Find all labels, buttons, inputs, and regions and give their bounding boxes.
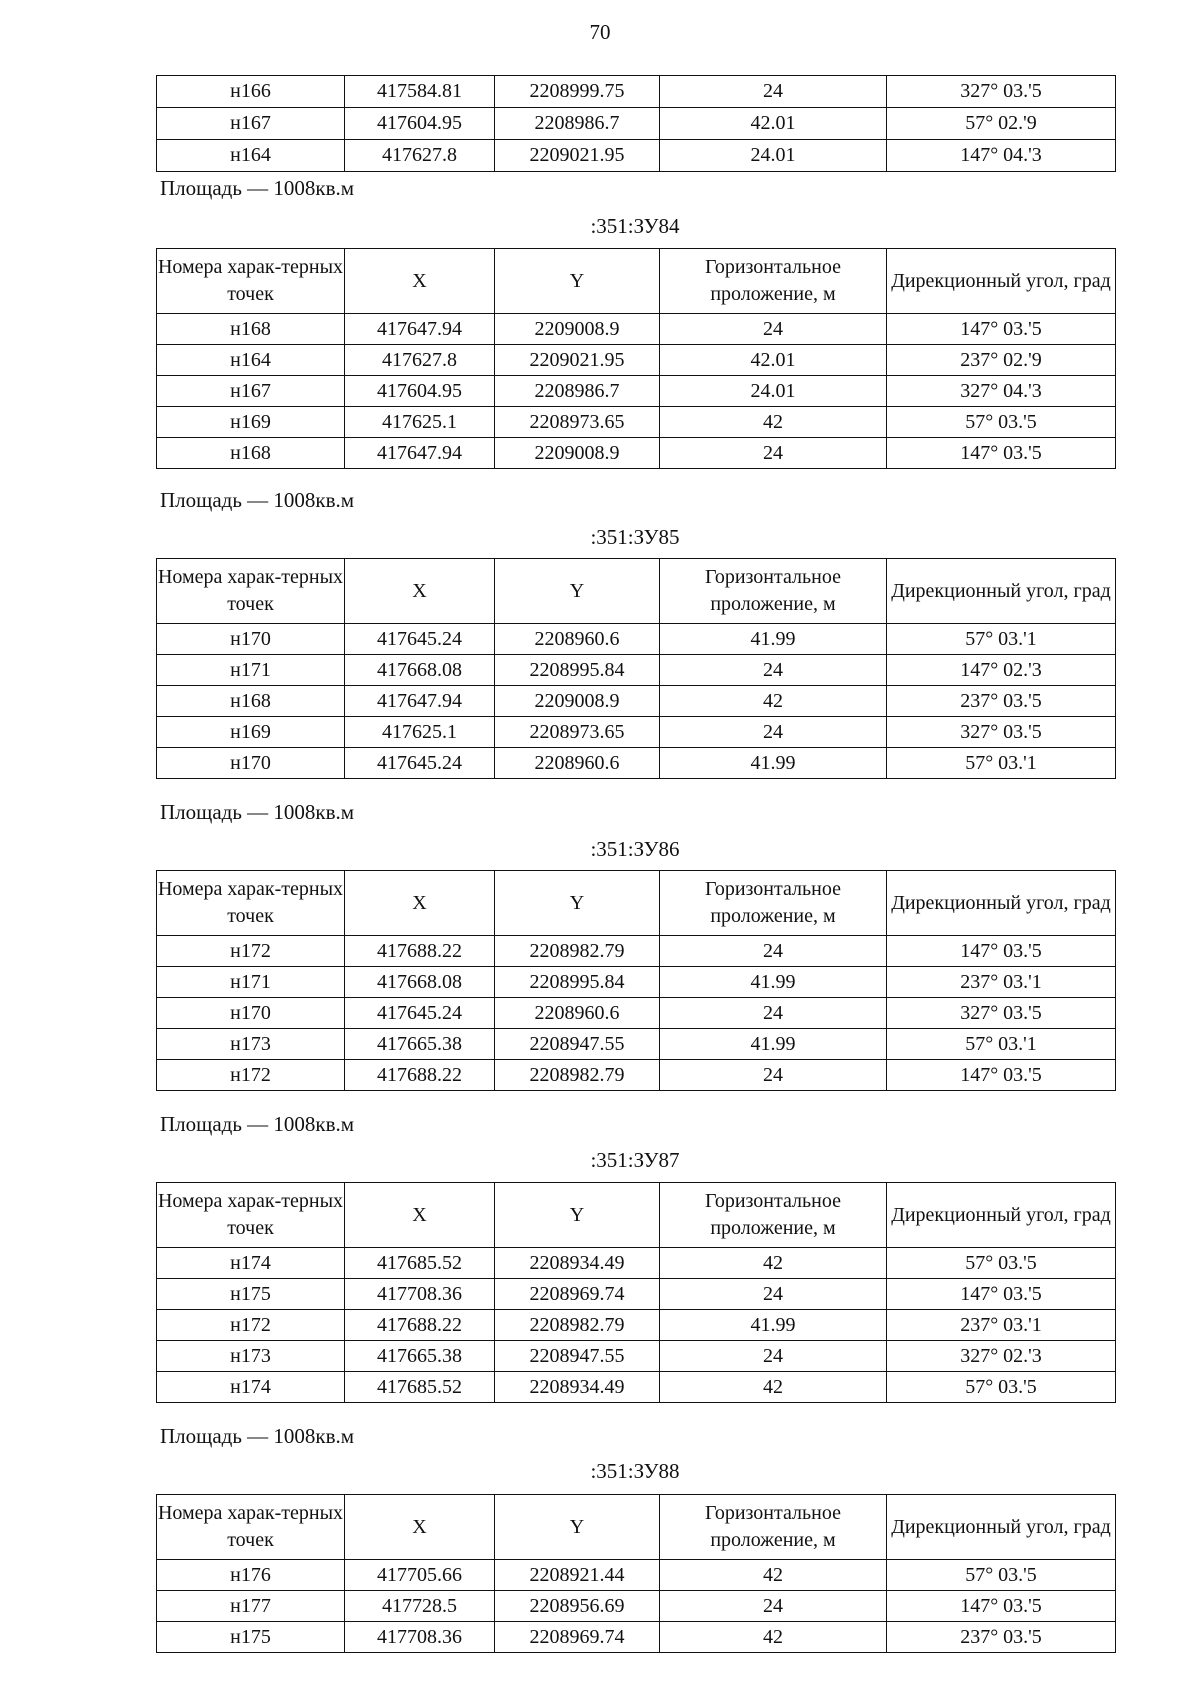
distance-cell: 41.99 <box>660 748 887 779</box>
coordinates-table <box>156 75 1116 172</box>
point-id-cell: н169 <box>157 407 345 438</box>
header-distance: Горизонтальное проложение, м <box>660 559 887 624</box>
distance-cell: 42 <box>660 407 887 438</box>
distance-cell: 41.99 <box>660 1029 887 1060</box>
header-x: X <box>345 871 495 936</box>
point-id-cell: н173 <box>157 1341 345 1372</box>
parcel-caption: :351:ЗУ85 <box>590 525 680 549</box>
table-row <box>157 998 1116 1029</box>
table-row <box>157 438 1116 469</box>
distance-cell: 24.01 <box>660 376 887 407</box>
angle-cell: 57° 03.'1 <box>887 1029 1116 1060</box>
x-cell: 417604.95 <box>345 376 495 407</box>
coordinates-table <box>156 870 1116 1091</box>
x-cell: 417645.24 <box>345 748 495 779</box>
header-x: X <box>345 1495 495 1560</box>
point-id-cell: н170 <box>157 748 345 779</box>
distance-cell: 24 <box>660 438 887 469</box>
point-id-cell: н164 <box>157 140 345 172</box>
point-id-cell: н173 <box>157 1029 345 1060</box>
distance-cell: 42 <box>660 1372 887 1403</box>
point-id-cell: н172 <box>157 1060 345 1091</box>
x-cell: 417645.24 <box>345 624 495 655</box>
coordinates-table <box>156 1494 1116 1653</box>
distance-cell: 42.01 <box>660 108 887 140</box>
point-id-cell: н175 <box>157 1622 345 1653</box>
angle-cell: 327° 03.'5 <box>887 76 1116 108</box>
area-label: Площадь — 1008кв.м <box>160 1112 355 1136</box>
distance-cell: 24 <box>660 717 887 748</box>
point-id-cell: н168 <box>157 686 345 717</box>
distance-cell: 24.01 <box>660 140 887 172</box>
angle-cell: 327° 03.'5 <box>887 717 1116 748</box>
y-cell: 2208995.84 <box>495 967 660 998</box>
table-row <box>157 140 1116 172</box>
header-angle: Дирекционный угол, град <box>887 1183 1116 1248</box>
x-cell: 417688.22 <box>345 1060 495 1091</box>
header-angle: Дирекционный угол, град <box>887 871 1116 936</box>
distance-cell: 41.99 <box>660 1310 887 1341</box>
y-cell: 2208947.55 <box>495 1341 660 1372</box>
angle-cell: 57° 03.'5 <box>887 1372 1116 1403</box>
header-y: Y <box>495 871 660 936</box>
point-id-cell: н174 <box>157 1372 345 1403</box>
distance-cell: 24 <box>660 76 887 108</box>
angle-cell: 57° 03.'5 <box>887 1248 1116 1279</box>
x-cell: 417685.52 <box>345 1372 495 1403</box>
header-points: Номера харак-терных точек <box>157 1495 345 1560</box>
y-cell: 2208999.75 <box>495 76 660 108</box>
distance-cell: 42.01 <box>660 345 887 376</box>
x-cell: 417647.94 <box>345 314 495 345</box>
table-row <box>157 1060 1116 1091</box>
y-cell: 2208982.79 <box>495 936 660 967</box>
y-cell: 2208956.69 <box>495 1591 660 1622</box>
distance-cell: 24 <box>660 1341 887 1372</box>
header-points: Номера харак-терных точек <box>157 871 345 936</box>
x-cell: 417665.38 <box>345 1029 495 1060</box>
x-cell: 417604.95 <box>345 108 495 140</box>
coordinates-table <box>156 248 1116 469</box>
point-id-cell: н167 <box>157 376 345 407</box>
x-cell: 417627.8 <box>345 345 495 376</box>
x-cell: 417668.08 <box>345 655 495 686</box>
angle-cell: 147° 03.'5 <box>887 1591 1116 1622</box>
area-label: Площадь — 1008кв.м <box>160 176 355 200</box>
header-x: X <box>345 1183 495 1248</box>
coordinates-table <box>156 558 1116 779</box>
point-id-cell: н168 <box>157 314 345 345</box>
table-header-row <box>157 1183 1116 1248</box>
point-id-cell: н172 <box>157 936 345 967</box>
y-cell: 2209021.95 <box>495 345 660 376</box>
angle-cell: 147° 02.'3 <box>887 655 1116 686</box>
point-id-cell: н168 <box>157 438 345 469</box>
point-id-cell: н170 <box>157 998 345 1029</box>
y-cell: 2208982.79 <box>495 1310 660 1341</box>
area-label: Площадь — 1008кв.м <box>160 1424 355 1448</box>
table-header-row <box>157 559 1116 624</box>
table-row <box>157 624 1116 655</box>
distance-cell: 24 <box>660 936 887 967</box>
table-row <box>157 1622 1116 1653</box>
angle-cell: 57° 03.'1 <box>887 748 1116 779</box>
y-cell: 2208982.79 <box>495 1060 660 1091</box>
angle-cell: 327° 02.'3 <box>887 1341 1116 1372</box>
distance-cell: 24 <box>660 655 887 686</box>
angle-cell: 147° 03.'5 <box>887 936 1116 967</box>
angle-cell: 147° 03.'5 <box>887 314 1116 345</box>
y-cell: 2208960.6 <box>495 998 660 1029</box>
distance-cell: 24 <box>660 1279 887 1310</box>
y-cell: 2209021.95 <box>495 140 660 172</box>
distance-cell: 42 <box>660 1622 887 1653</box>
distance-cell: 24 <box>660 314 887 345</box>
table-row <box>157 748 1116 779</box>
table-row <box>157 1279 1116 1310</box>
table-header-row <box>157 249 1116 314</box>
page-number: 70 <box>589 20 611 44</box>
header-x: X <box>345 559 495 624</box>
point-id-cell: н166 <box>157 76 345 108</box>
table-row <box>157 76 1116 108</box>
table-row <box>157 1591 1116 1622</box>
table-row <box>157 967 1116 998</box>
header-x: X <box>345 249 495 314</box>
angle-cell: 147° 03.'5 <box>887 438 1116 469</box>
point-id-cell: н167 <box>157 108 345 140</box>
table-row <box>157 1248 1116 1279</box>
table-row <box>157 717 1116 748</box>
angle-cell: 57° 02.'9 <box>887 108 1116 140</box>
header-distance: Горизонтальное проложение, м <box>660 1495 887 1560</box>
y-cell: 2208995.84 <box>495 655 660 686</box>
y-cell: 2209008.9 <box>495 314 660 345</box>
point-id-cell: н169 <box>157 717 345 748</box>
distance-cell: 42 <box>660 1560 887 1591</box>
parcel-caption: :351:ЗУ84 <box>590 214 680 238</box>
point-id-cell: н170 <box>157 624 345 655</box>
x-cell: 417688.22 <box>345 1310 495 1341</box>
y-cell: 2208934.49 <box>495 1372 660 1403</box>
header-points: Номера харак-терных точек <box>157 249 345 314</box>
coordinates-table <box>156 1182 1116 1403</box>
angle-cell: 327° 04.'3 <box>887 376 1116 407</box>
point-id-cell: н175 <box>157 1279 345 1310</box>
parcel-caption: :351:ЗУ88 <box>590 1459 680 1483</box>
table-row <box>157 314 1116 345</box>
angle-cell: 237° 02.'9 <box>887 345 1116 376</box>
y-cell: 2209008.9 <box>495 686 660 717</box>
x-cell: 417688.22 <box>345 936 495 967</box>
header-y: Y <box>495 1495 660 1560</box>
x-cell: 417584.81 <box>345 76 495 108</box>
point-id-cell: н171 <box>157 655 345 686</box>
point-id-cell: н176 <box>157 1560 345 1591</box>
point-id-cell: н177 <box>157 1591 345 1622</box>
angle-cell: 237° 03.'1 <box>887 1310 1116 1341</box>
angle-cell: 57° 03.'1 <box>887 624 1116 655</box>
y-cell: 2208969.74 <box>495 1279 660 1310</box>
angle-cell: 147° 03.'5 <box>887 1060 1116 1091</box>
y-cell: 2208986.7 <box>495 108 660 140</box>
parcel-caption: :351:ЗУ87 <box>590 1148 680 1172</box>
distance-cell: 24 <box>660 1060 887 1091</box>
y-cell: 2208934.49 <box>495 1248 660 1279</box>
angle-cell: 147° 03.'5 <box>887 1279 1116 1310</box>
angle-cell: 237° 03.'1 <box>887 967 1116 998</box>
distance-cell: 24 <box>660 998 887 1029</box>
table-row <box>157 345 1116 376</box>
y-cell: 2209008.9 <box>495 438 660 469</box>
table-row <box>157 1372 1116 1403</box>
y-cell: 2208960.6 <box>495 748 660 779</box>
angle-cell: 237° 03.'5 <box>887 1622 1116 1653</box>
header-distance: Горизонтальное проложение, м <box>660 871 887 936</box>
x-cell: 417705.66 <box>345 1560 495 1591</box>
x-cell: 417625.1 <box>345 717 495 748</box>
table-row <box>157 1029 1116 1060</box>
point-id-cell: н174 <box>157 1248 345 1279</box>
angle-cell: 57° 03.'5 <box>887 1560 1116 1591</box>
angle-cell: 327° 03.'5 <box>887 998 1116 1029</box>
angle-cell: 57° 03.'5 <box>887 407 1116 438</box>
table-row <box>157 936 1116 967</box>
y-cell: 2208973.65 <box>495 717 660 748</box>
y-cell: 2208986.7 <box>495 376 660 407</box>
x-cell: 417668.08 <box>345 967 495 998</box>
x-cell: 417665.38 <box>345 1341 495 1372</box>
x-cell: 417708.36 <box>345 1279 495 1310</box>
table-header-row <box>157 1495 1116 1560</box>
table-row <box>157 108 1116 140</box>
header-points: Номера харак-терных точек <box>157 1183 345 1248</box>
distance-cell: 41.99 <box>660 967 887 998</box>
angle-cell: 237° 03.'5 <box>887 686 1116 717</box>
x-cell: 417625.1 <box>345 407 495 438</box>
table-header-row <box>157 871 1116 936</box>
header-y: Y <box>495 1183 660 1248</box>
x-cell: 417627.8 <box>345 140 495 172</box>
x-cell: 417647.94 <box>345 686 495 717</box>
header-y: Y <box>495 249 660 314</box>
x-cell: 417647.94 <box>345 438 495 469</box>
table-row <box>157 686 1116 717</box>
distance-cell: 24 <box>660 1591 887 1622</box>
table-row <box>157 1341 1116 1372</box>
header-y: Y <box>495 559 660 624</box>
table-row <box>157 407 1116 438</box>
point-id-cell: н172 <box>157 1310 345 1341</box>
header-angle: Дирекционный угол, град <box>887 1495 1116 1560</box>
header-points: Номера харак-терных точек <box>157 559 345 624</box>
area-label: Площадь — 1008кв.м <box>160 800 355 824</box>
header-distance: Горизонтальное проложение, м <box>660 1183 887 1248</box>
y-cell: 2208960.6 <box>495 624 660 655</box>
y-cell: 2208973.65 <box>495 407 660 438</box>
header-angle: Дирекционный угол, град <box>887 559 1116 624</box>
y-cell: 2208921.44 <box>495 1560 660 1591</box>
distance-cell: 42 <box>660 686 887 717</box>
table-row <box>157 655 1116 686</box>
x-cell: 417685.52 <box>345 1248 495 1279</box>
point-id-cell: н164 <box>157 345 345 376</box>
area-label: Площадь — 1008кв.м <box>160 488 355 512</box>
point-id-cell: н171 <box>157 967 345 998</box>
distance-cell: 42 <box>660 1248 887 1279</box>
x-cell: 417728.5 <box>345 1591 495 1622</box>
x-cell: 417645.24 <box>345 998 495 1029</box>
table-row <box>157 1560 1116 1591</box>
table-row <box>157 376 1116 407</box>
header-distance: Горизонтальное проложение, м <box>660 249 887 314</box>
parcel-caption: :351:ЗУ86 <box>590 837 680 861</box>
x-cell: 417708.36 <box>345 1622 495 1653</box>
table-row <box>157 1310 1116 1341</box>
distance-cell: 41.99 <box>660 624 887 655</box>
header-angle: Дирекционный угол, град <box>887 249 1116 314</box>
y-cell: 2208969.74 <box>495 1622 660 1653</box>
angle-cell: 147° 04.'3 <box>887 140 1116 172</box>
y-cell: 2208947.55 <box>495 1029 660 1060</box>
